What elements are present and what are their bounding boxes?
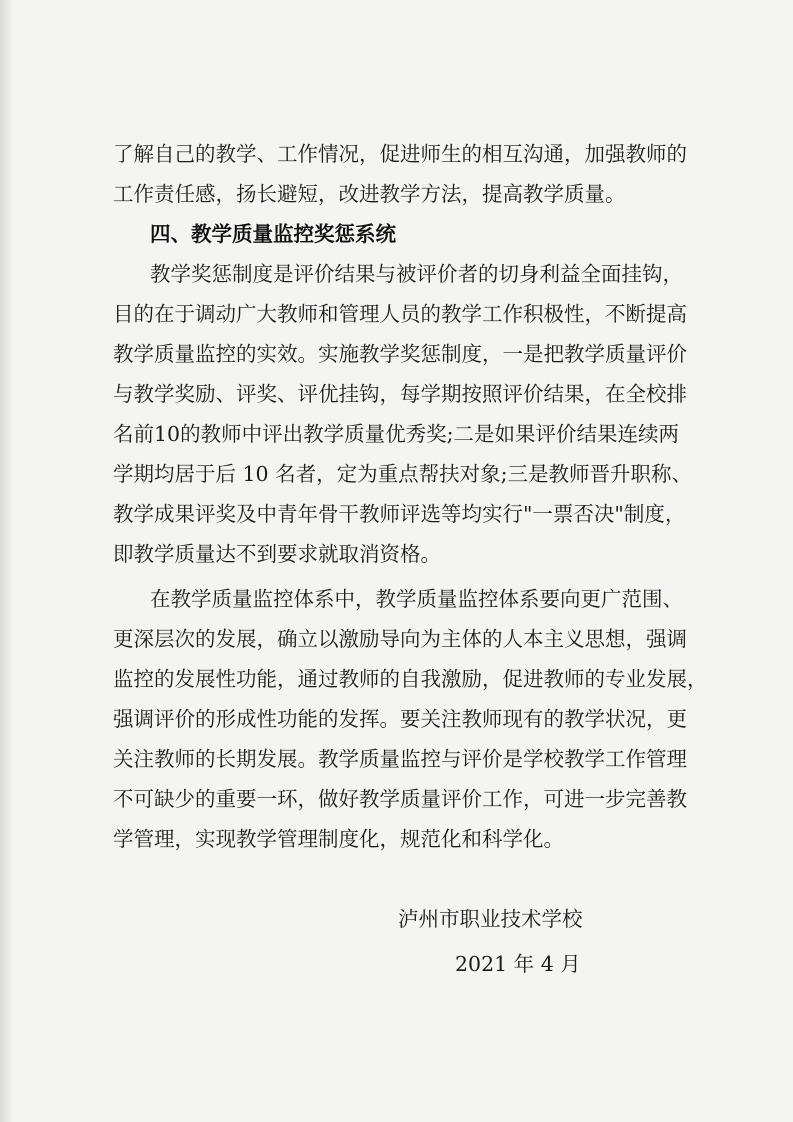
body-line: 在教学质量监控体系中，教学质量监控体系要向更广范围、	[150, 587, 683, 611]
body-line: 教学质量监控的实效。实施教学奖惩制度，一是把教学质量评价	[113, 342, 687, 366]
body-line: 教学成果评奖及中青年骨干教师评选等均实行"一票否决"制度，	[113, 502, 686, 526]
body-line: 名前10的教师中评出教学质量优秀奖;二是如果评价结果连续两	[113, 422, 679, 446]
section-heading: 四、教学质量监控奖惩系统	[150, 222, 396, 246]
body-line: 更深层次的发展，确立以激励导向为主体的人本主义思想，强调	[113, 627, 687, 651]
body-line: 学管理，实现教学管理制度化，规范化和科学化。	[113, 827, 564, 851]
signature-date: 2021 年 4 月	[455, 952, 581, 976]
body-line: 工作责任感，扬长避短，改进教学方法，提高教学质量。	[113, 182, 626, 206]
body-line: 教学奖惩制度是评价结果与被评价者的切身利益全面挂钩，	[150, 262, 683, 286]
body-line: 不可缺少的重要一环，做好教学质量评价工作，可进一步完善教	[113, 787, 687, 811]
scan-shadow-edge	[0, 0, 14, 1122]
body-line: 强调评价的形成性功能的发挥。要关注教师现有的教学状况，更	[113, 707, 687, 731]
body-line: 与教学奖励、评奖、评优挂钩，每学期按照评价结果，在全校排	[113, 382, 687, 406]
body-line: 目的在于调动广大教师和管理人员的教学工作积极性，不断提高	[113, 302, 687, 326]
body-line: 学期均居于后 10 名者，定为重点帮扶对象;三是教师晋升职称、	[113, 462, 693, 486]
body-line: 了解自己的教学、工作情况，促进师生的相互沟通，加强教师的	[113, 142, 687, 166]
body-line: 监控的发展性功能，通过教师的自我激励，促进教师的专业发展，	[113, 667, 708, 691]
body-line: 关注教师的长期发展。教学质量监控与评价是学校教学工作管理	[113, 747, 687, 771]
signature-organization: 泸州市职业技术学校	[398, 907, 583, 931]
body-line: 即教学质量达不到要求就取消资格。	[113, 542, 441, 566]
